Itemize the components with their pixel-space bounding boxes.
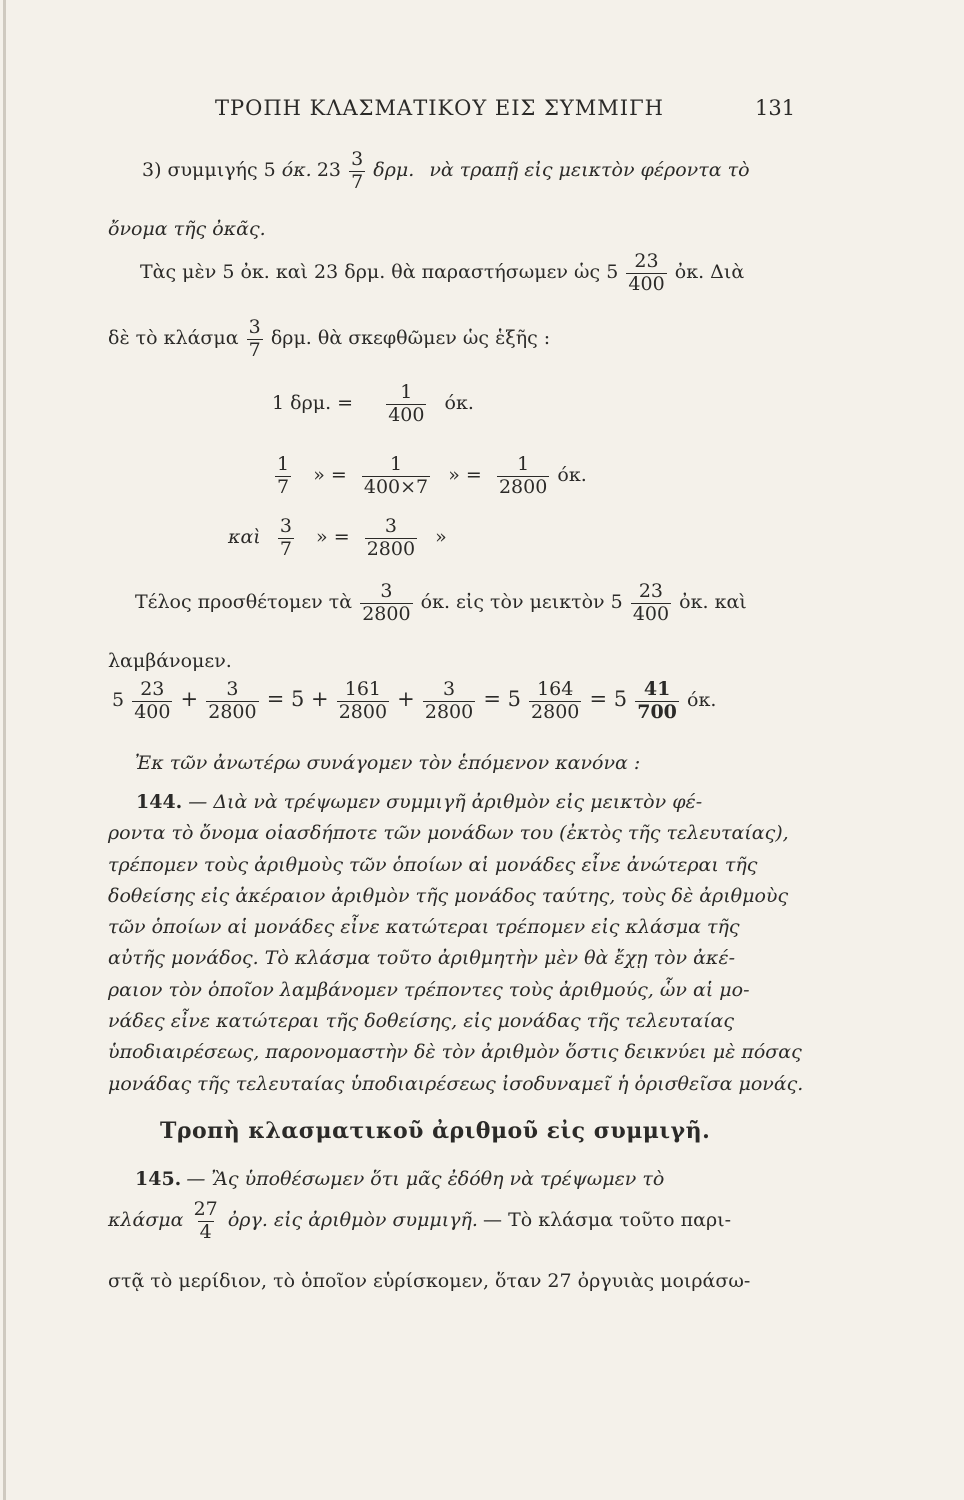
para2-line-2: λαμβάνομεν. (108, 650, 232, 672)
section-number-144: 144. (136, 791, 183, 813)
fraction-3-2800-c: $\frac{3}{2800}$ (208, 678, 257, 723)
section-144: 144. — Διὰ νὰ τρέψωμεν συμμιγῆ ἀριθμὸν εἰς μεικτὸν φέ- ροντα τὸ ὄνομα οἱασδήποτε τῶν μονάδων του (ἐκτὸς τῆς τελευταίας), τρέπομεν τοὺς ἀριθμοὺς τῶν ὁποίων αἱ μονάδες εἶνε ἀνώτεραι τῆς δοθείσης εἰς ἀκέραιον ἀριθμὸν τῆς μονάδος ταύτης, τοὺς δὲ ἀριθμοὺς τῶν ὁποίων αἱ μονάδες εἶνε κατώτεραι τρέπομεν εἰς κλάσμα τῆς αὐτῆς μονάδος. Τὸ κλάσμα τοῦτο ἀριθμητὴν μὲν θὰ ἔχῃ τὸν ἀκέ- ραιον τὸν ὁποῖον λαμβάνομεν τρέποντες τοὺς ἀριθμούς, ὧν αἱ μο- νάδες εἶνε κατώτεραι τῆς δοθείσης, εἰς μονάδας τῆς τελευταίας ὑποδιαιρέσεως, παρονομαστὴν δὲ τὸν ἀριθμὸν ὅστις δεικνύει μὲ πόσας μονάδας τῆς τελευταίας ὑποδιαιρέσεως ἰσοδυναμεῖ ἡ ὁρισθεῖσα μονάς. (108, 791, 804, 1095)
fraction-23-400-c: $\frac{23}{400}$ (134, 678, 171, 723)
fraction-1-400x7: $\frac{1}{400\times 7}$ (363, 453, 429, 498)
fraction-23-400-b: $\frac{23}{400}$ (632, 580, 670, 625)
problem-line-2: ὄνομα τῆς ὀκᾶς. (108, 218, 266, 240)
eq-row-3: καὶ $\frac{3}{7}$ » = $\frac{3}{2800}$ » (228, 515, 447, 560)
fraction-161-2800: $\frac{161}{2800}$ (338, 678, 388, 723)
fraction-164-2800: $\frac{164}{2800}$ (531, 678, 580, 723)
problem-line-1: 3) συμμιγής 5 όκ. 23 $\frac{3}{7}$ δρμ. νὰ τραπῇ εἰς μεικτὸν φέροντα τὸ (142, 148, 750, 193)
fraction-1-2800: $\frac{1}{2800}$ (498, 453, 548, 498)
fraction-3-7-c: $\frac{3}{7}$ (279, 515, 292, 560)
fraction-1-400: $\frac{1}{400}$ (388, 381, 425, 426)
para1-line-2: δὲ τὸ κλάσμα $\frac{3}{7}$ δρμ. θὰ σκεφθῶμεν ὡς ἑξῆς : (108, 316, 551, 361)
fraction-1-7: $\frac{1}{7}$ (277, 453, 290, 498)
fraction-3-2800: $\frac{3}{2800}$ (366, 515, 416, 560)
rule-intro: Ἐκ τῶν ἀνωτέρω συνάγομεν τὸν ἑπόμενον κανόνα : (135, 752, 641, 774)
fraction-3-7-b: $\frac{3}{7}$ (248, 316, 261, 361)
fraction-23-400: $\frac{23}{400}$ (628, 250, 665, 295)
fraction-3-2800-d: $\frac{3}{2800}$ (424, 678, 474, 723)
para1-line-1: Τὰς μὲν 5 ὀκ. καὶ 23 δρμ. θὰ παραστήσωμεν ὡς 5 $\frac{23}{400}$ ὀκ. Διὰ (140, 250, 745, 295)
fraction-27-4: $\frac{27}{4}$ (193, 1198, 218, 1243)
fraction-3-7: $\frac{3}{7}$ (351, 148, 364, 193)
section-number-145: 145. (135, 1168, 182, 1190)
section-145-line-3: στᾷ τὸ μερίδιον, τὸ ὁποῖον εὑρίσκομεν, ὅταν 27 ὀργυιὰς μοιράσω- (108, 1270, 751, 1292)
section-heading: Τροπὴ κλασματικοῦ ἀριθμοῦ εἰς συμμιγῆ. (160, 1118, 711, 1144)
eq-row-1: 1 δρμ. = $\frac{1}{400}$ όκ. (272, 381, 474, 426)
section-145-line-2: κλάσμα $\frac{27}{4}$ ὀργ. εἰς ἀριθμὸν συμμιγῆ. — Τὸ κλάσμα τοῦτο παρι- (108, 1198, 732, 1243)
eq-row-2: $\frac{1}{7}$ » = $\frac{1}{400\times 7}$ » = $\frac{1}{2800}$ όκ. (277, 453, 587, 498)
running-title: ΤΡΟΠΗ ΚΛΑΣΜΑΤΙΚΟΥ ΕΙΣ ΣΥΜΜΙΓΗ (215, 96, 664, 120)
page-edge-line (3, 0, 6, 1500)
page-number: 131 (755, 96, 796, 120)
section-145-line-1: 145. — Ἂς ὑποθέσωμεν ὅτι μᾶς ἐδόθη νὰ τρέψωμεν τὸ (135, 1168, 665, 1190)
para2-line-1: Τέλος προσθέτομεν τὰ $\frac{3}{2800}$ όκ. εἰς τὸν μεικτὸν 5 $\frac{23}{400}$ ὀκ. καὶ (135, 580, 747, 625)
fraction-41-700: $\frac{41}{700}$ (637, 678, 677, 723)
fraction-3-2800-b: $\frac{3}{2800}$ (362, 580, 411, 625)
sum-equation: 5 $\frac{23}{400}$ + $\frac{3}{2800}$ = 5 + $\frac{161}{2800}$ + $\frac{3}{2800}$ = 5 $\frac{164}{2800}$ = 5 $\frac{41}{700}$ όκ. (112, 678, 717, 723)
